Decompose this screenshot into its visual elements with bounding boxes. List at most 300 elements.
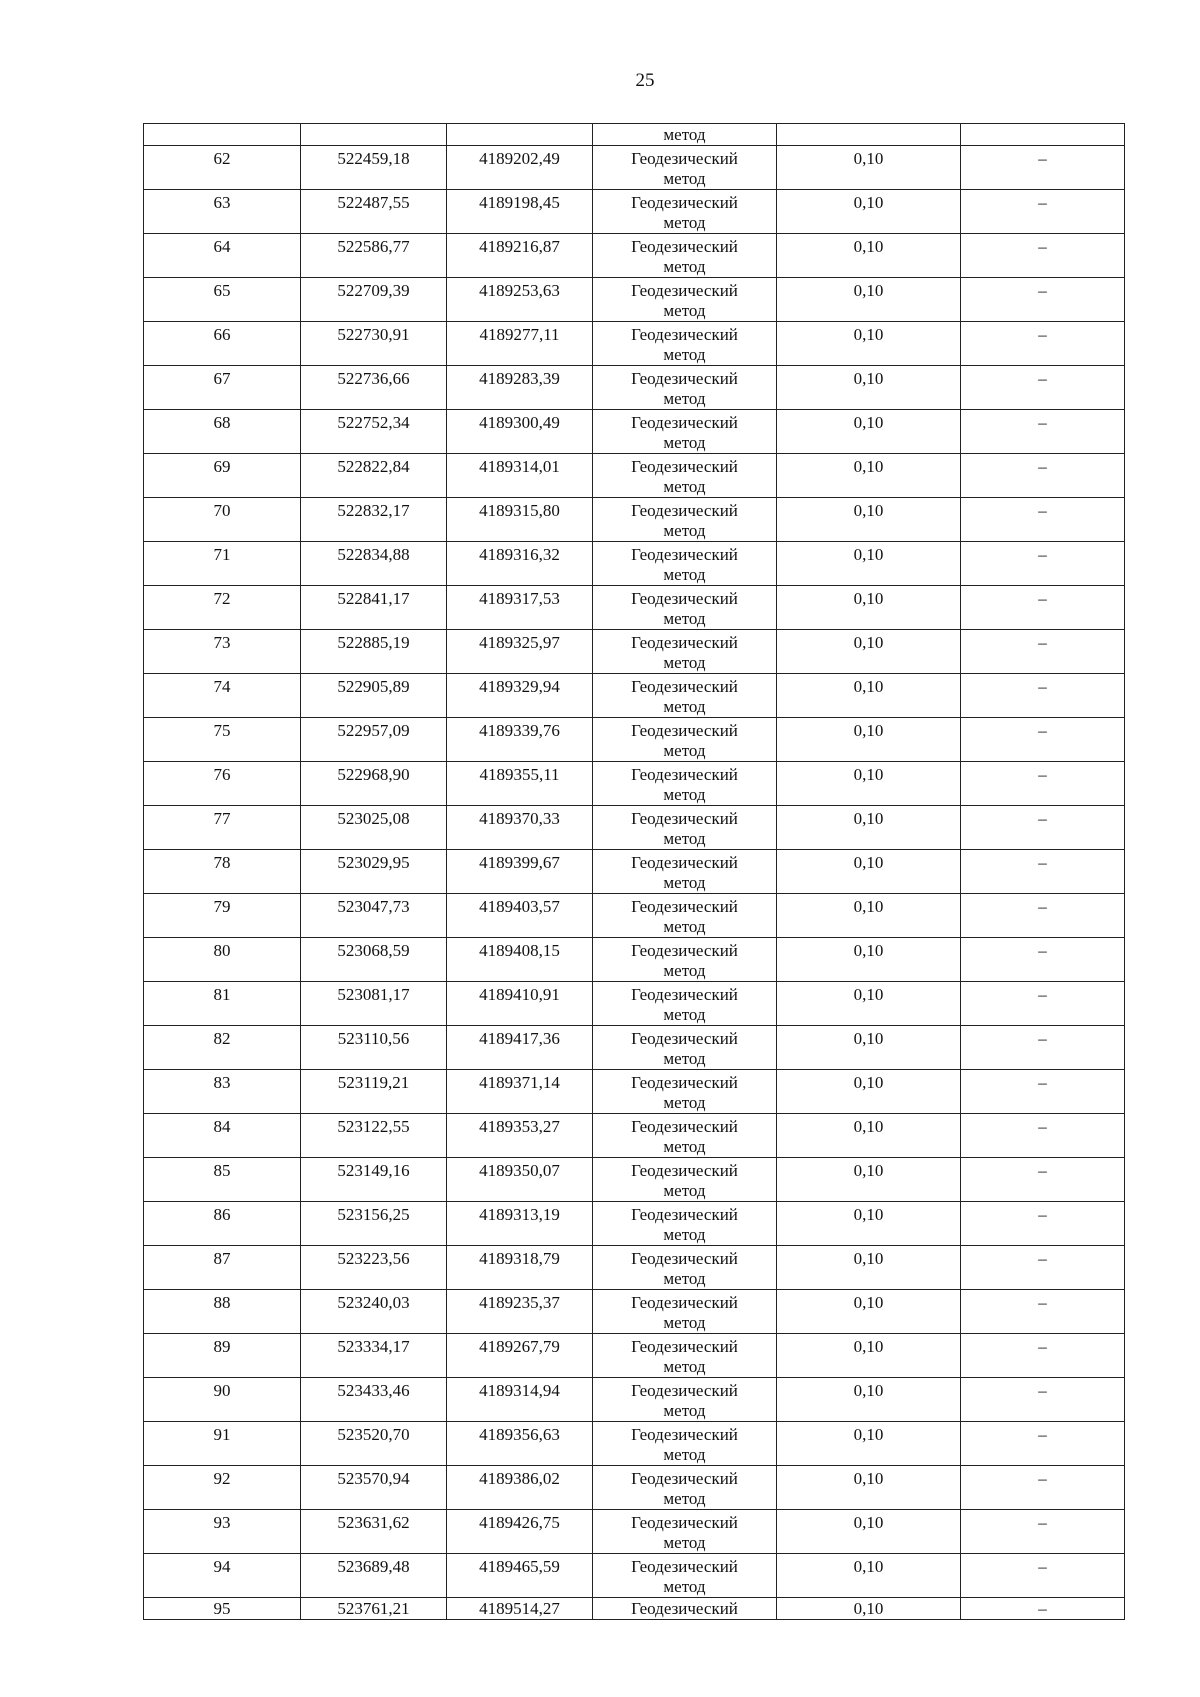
table-row (144, 366, 1125, 410)
method-label-cont: метод (663, 433, 706, 452)
cell-method (593, 542, 777, 586)
method-label: Геодезический (631, 1513, 738, 1532)
method-label-cont: метод (663, 697, 706, 716)
method-label: Геодезический (631, 545, 738, 564)
table-row (144, 586, 1125, 630)
cell-x: 523240,03 (301, 1290, 447, 1334)
cell-x: 523149,16 (301, 1158, 447, 1202)
cell-point-number: 85 (144, 1158, 301, 1202)
cell-note: – (961, 1598, 1125, 1620)
method-label: Геодезический (631, 897, 738, 916)
cell-note: – (961, 806, 1125, 850)
cell-method (593, 322, 777, 366)
method-label: Геодезический (631, 985, 738, 1004)
cell-note: – (961, 1378, 1125, 1422)
cell-accuracy: 0,10 (777, 190, 961, 234)
method-label: Геодезический (631, 721, 738, 740)
method-label: Геодезический (631, 1249, 738, 1268)
cell-point-number (144, 124, 301, 146)
cell-note: – (961, 1554, 1125, 1598)
cell-y (447, 124, 593, 146)
cell-x: 523025,08 (301, 806, 447, 850)
cell-method (593, 630, 777, 674)
cell-y: 4189235,37 (447, 1290, 593, 1334)
cell-method (593, 718, 777, 762)
cell-method (593, 498, 777, 542)
cell-point-number: 79 (144, 894, 301, 938)
cell-x: 522885,19 (301, 630, 447, 674)
cell-note: – (961, 410, 1125, 454)
cell-x: 523520,70 (301, 1422, 447, 1466)
cell-method: метод (593, 124, 777, 146)
cell-method (593, 146, 777, 190)
table-row (144, 894, 1125, 938)
cell-x: 523433,46 (301, 1378, 447, 1422)
cell-note: – (961, 586, 1125, 630)
cell-accuracy: 0,10 (777, 1334, 961, 1378)
cell-point-number: 67 (144, 366, 301, 410)
cell-accuracy: 0,10 (777, 1070, 961, 1114)
cell-accuracy: 0,10 (777, 630, 961, 674)
cell-method (593, 1378, 777, 1422)
cell-x: 522736,66 (301, 366, 447, 410)
method-label: Геодезический (631, 941, 738, 960)
cell-y: 4189408,15 (447, 938, 593, 982)
method-label-cont: метод (663, 917, 706, 936)
method-label-cont: метод (663, 741, 706, 760)
cell-note: – (961, 674, 1125, 718)
cell-accuracy (777, 124, 961, 146)
method-label-cont: метод (663, 477, 706, 496)
table-row (144, 1510, 1125, 1554)
method-label-cont: метод (663, 1093, 706, 1112)
cell-y: 4189317,53 (447, 586, 593, 630)
cell-accuracy: 0,10 (777, 850, 961, 894)
cell-x: 522841,17 (301, 586, 447, 630)
cell-point-number: 95 (144, 1598, 301, 1620)
table-row (144, 718, 1125, 762)
cell-y: 4189353,27 (447, 1114, 593, 1158)
cell-y: 4189316,32 (447, 542, 593, 586)
cell-method (593, 234, 777, 278)
table-row (144, 234, 1125, 278)
cell-point-number: 88 (144, 1290, 301, 1334)
continuation-row (144, 124, 1125, 146)
table-row (144, 1334, 1125, 1378)
cell-method (593, 1290, 777, 1334)
cell-method (593, 1510, 777, 1554)
table-row (144, 146, 1125, 190)
cell-y: 4189277,11 (447, 322, 593, 366)
cell-y: 4189315,80 (447, 498, 593, 542)
cell-note: – (961, 1422, 1125, 1466)
cell-point-number: 84 (144, 1114, 301, 1158)
cell-accuracy: 0,10 (777, 806, 961, 850)
cell-y: 4189325,97 (447, 630, 593, 674)
method-label: Геодезический (631, 1117, 738, 1136)
page-number: 25 (635, 70, 655, 91)
cell-note: – (961, 366, 1125, 410)
method-label-cont: метод (663, 1137, 706, 1156)
cell-y: 4189313,19 (447, 1202, 593, 1246)
method-label-cont: метод (663, 609, 706, 628)
method-label: Геодезический (631, 1029, 738, 1048)
cell-accuracy: 0,10 (777, 454, 961, 498)
method-label-cont: метод (663, 1577, 706, 1596)
cell-accuracy: 0,10 (777, 1290, 961, 1334)
method-label: Геодезический (631, 325, 738, 344)
table-row (144, 410, 1125, 454)
cell-point-number: 80 (144, 938, 301, 982)
method-label-cont: метод (663, 1489, 706, 1508)
cell-x: 522709,39 (301, 278, 447, 322)
cell-y: 4189356,63 (447, 1422, 593, 1466)
cell-y: 4189318,79 (447, 1246, 593, 1290)
cell-note: – (961, 542, 1125, 586)
cell-note: – (961, 322, 1125, 366)
cell-accuracy: 0,10 (777, 1510, 961, 1554)
method-label: Геодезический (631, 1293, 738, 1312)
cell-accuracy: 0,10 (777, 894, 961, 938)
cell-point-number: 66 (144, 322, 301, 366)
method-label-cont: метод (663, 213, 706, 232)
cell-method (593, 366, 777, 410)
cell-note: – (961, 630, 1125, 674)
method-label-cont: метод (663, 785, 706, 804)
table-row (144, 1114, 1125, 1158)
cell-y: 4189399,67 (447, 850, 593, 894)
cell-point-number: 69 (144, 454, 301, 498)
cell-point-number: 76 (144, 762, 301, 806)
table-row (144, 454, 1125, 498)
cell-accuracy: 0,10 (777, 762, 961, 806)
cell-accuracy: 0,10 (777, 498, 961, 542)
cell-note: – (961, 146, 1125, 190)
cell-y: 4189355,11 (447, 762, 593, 806)
cell-x: 523631,62 (301, 1510, 447, 1554)
cell-note: – (961, 498, 1125, 542)
cell-y: 4189329,94 (447, 674, 593, 718)
cell-point-number: 89 (144, 1334, 301, 1378)
cell-x: 522834,88 (301, 542, 447, 586)
cell-accuracy: 0,10 (777, 234, 961, 278)
cell-point-number: 64 (144, 234, 301, 278)
cell-y: 4189410,91 (447, 982, 593, 1026)
method-label: Геодезический (631, 589, 738, 608)
cell-point-number: 75 (144, 718, 301, 762)
cell-accuracy: 0,10 (777, 366, 961, 410)
table-row (144, 850, 1125, 894)
cell-y: 4189300,49 (447, 410, 593, 454)
cell-accuracy: 0,10 (777, 1026, 961, 1070)
method-label-cont: метод (663, 521, 706, 540)
cell-accuracy: 0,10 (777, 718, 961, 762)
cell-x: 522459,18 (301, 146, 447, 190)
table-row (144, 1378, 1125, 1422)
cell-method (593, 1422, 777, 1466)
cell-accuracy: 0,10 (777, 278, 961, 322)
cell-x: 522905,89 (301, 674, 447, 718)
cell-x: 523110,56 (301, 1026, 447, 1070)
cell-note: – (961, 190, 1125, 234)
method-label-cont: метод (663, 1445, 706, 1464)
cell-method: Геодезический (593, 1598, 777, 1620)
cell-point-number: 70 (144, 498, 301, 542)
cell-accuracy: 0,10 (777, 982, 961, 1026)
cell-point-number: 94 (144, 1554, 301, 1598)
table-row (144, 674, 1125, 718)
table-row (144, 278, 1125, 322)
cell-accuracy: 0,10 (777, 146, 961, 190)
cell-method (593, 850, 777, 894)
method-label-cont: метод (663, 1357, 706, 1376)
method-label: Геодезический (631, 765, 738, 784)
method-label: Геодезический (631, 1337, 738, 1356)
cell-point-number: 65 (144, 278, 301, 322)
method-label: Геодезический (631, 193, 738, 212)
cell-point-number: 62 (144, 146, 301, 190)
cell-method (593, 806, 777, 850)
table-row (144, 762, 1125, 806)
cell-note (961, 124, 1125, 146)
table-row (144, 1422, 1125, 1466)
table-row (144, 1466, 1125, 1510)
cell-point-number: 92 (144, 1466, 301, 1510)
cell-note: – (961, 278, 1125, 322)
coordinates-table (143, 123, 1125, 1620)
cell-accuracy: 0,10 (777, 938, 961, 982)
cell-accuracy: 0,10 (777, 1466, 961, 1510)
cell-y: 4189371,14 (447, 1070, 593, 1114)
cell-y: 4189202,49 (447, 146, 593, 190)
cell-method (593, 586, 777, 630)
cell-method (593, 190, 777, 234)
cell-method (593, 278, 777, 322)
cell-point-number: 87 (144, 1246, 301, 1290)
cell-point-number: 68 (144, 410, 301, 454)
cell-x: 523029,95 (301, 850, 447, 894)
cell-accuracy: 0,10 (777, 586, 961, 630)
cell-point-number: 73 (144, 630, 301, 674)
cell-note: – (961, 1290, 1125, 1334)
cell-method (593, 938, 777, 982)
cell-x: 523122,55 (301, 1114, 447, 1158)
cell-method (593, 1158, 777, 1202)
cell-method (593, 982, 777, 1026)
cell-accuracy: 0,10 (777, 674, 961, 718)
cell-x: 522752,34 (301, 410, 447, 454)
method-label-cont: метод (663, 653, 706, 672)
method-label: Геодезический (631, 1425, 738, 1444)
cell-x: 523156,25 (301, 1202, 447, 1246)
cell-note: – (961, 454, 1125, 498)
method-label-cont: метод (663, 1049, 706, 1068)
cell-method (593, 1554, 777, 1598)
table-row (144, 1070, 1125, 1114)
cell-note: – (961, 718, 1125, 762)
cell-y: 4189403,57 (447, 894, 593, 938)
cell-point-number: 77 (144, 806, 301, 850)
method-label-cont: метод (663, 301, 706, 320)
cell-x: 523068,59 (301, 938, 447, 982)
method-label-cont: метод (663, 1181, 706, 1200)
method-label: Геодезический (631, 501, 738, 520)
cell-method (593, 894, 777, 938)
table-row (144, 1554, 1125, 1598)
cell-note: – (961, 894, 1125, 938)
cell-method (593, 410, 777, 454)
coordinates-table-body (144, 124, 1125, 1620)
method-label-cont: метод (663, 345, 706, 364)
cell-x: 522487,55 (301, 190, 447, 234)
cell-accuracy: 0,10 (777, 1114, 961, 1158)
table-row (144, 1246, 1125, 1290)
method-label-cont: метод (663, 829, 706, 848)
method-label-cont: метод (663, 169, 706, 188)
cell-point-number: 91 (144, 1422, 301, 1466)
cell-method (593, 1466, 777, 1510)
cell-note: – (961, 1158, 1125, 1202)
method-label-cont: метод (663, 565, 706, 584)
cell-y: 4189198,45 (447, 190, 593, 234)
cell-y: 4189370,33 (447, 806, 593, 850)
cell-note: – (961, 762, 1125, 806)
cell-accuracy: 0,10 (777, 1554, 961, 1598)
cell-x: 523081,17 (301, 982, 447, 1026)
cell-point-number: 71 (144, 542, 301, 586)
method-label: Геодезический (631, 281, 738, 300)
method-label: Геодезический (631, 413, 738, 432)
cell-x: 522822,84 (301, 454, 447, 498)
cell-y: 4189283,39 (447, 366, 593, 410)
method-label-cont: метод (663, 257, 706, 276)
method-label-cont: метод (663, 1005, 706, 1024)
cell-x: 522968,90 (301, 762, 447, 806)
cell-method (593, 1334, 777, 1378)
method-label-cont: метод (663, 1269, 706, 1288)
table-row (144, 630, 1125, 674)
table-row (144, 1158, 1125, 1202)
method-label-cont: метод (663, 961, 706, 980)
cell-note: – (961, 234, 1125, 278)
cell-accuracy: 0,10 (777, 1598, 961, 1620)
cell-method (593, 1026, 777, 1070)
cell-note: – (961, 1070, 1125, 1114)
cell-point-number: 72 (144, 586, 301, 630)
table-row (144, 1598, 1125, 1620)
method-label: Геодезический (631, 677, 738, 696)
cell-x: 523689,48 (301, 1554, 447, 1598)
cell-x: 522957,09 (301, 718, 447, 762)
cell-accuracy: 0,10 (777, 1246, 961, 1290)
method-label: Геодезический (631, 633, 738, 652)
cell-y: 4189267,79 (447, 1334, 593, 1378)
table-row (144, 982, 1125, 1026)
method-label-cont: метод (663, 1225, 706, 1244)
method-label: Геодезический (631, 853, 738, 872)
cell-y: 4189386,02 (447, 1466, 593, 1510)
table-row (144, 938, 1125, 982)
cell-y: 4189339,76 (447, 718, 593, 762)
cell-note: – (961, 938, 1125, 982)
cell-x: 522586,77 (301, 234, 447, 278)
table-row (144, 1290, 1125, 1334)
cell-point-number: 78 (144, 850, 301, 894)
method-label: Геодезический (631, 369, 738, 388)
cell-point-number: 93 (144, 1510, 301, 1554)
method-label: Геодезический (631, 1381, 738, 1400)
cell-note: – (961, 1246, 1125, 1290)
cell-accuracy: 0,10 (777, 322, 961, 366)
cell-note: – (961, 1114, 1125, 1158)
cell-note: – (961, 1510, 1125, 1554)
cell-x: 523570,94 (301, 1466, 447, 1510)
cell-accuracy: 0,10 (777, 1422, 961, 1466)
table-row (144, 498, 1125, 542)
method-label: Геодезический (631, 809, 738, 828)
method-label: Геодезический (631, 149, 738, 168)
cell-point-number: 83 (144, 1070, 301, 1114)
table-row (144, 806, 1125, 850)
cell-method (593, 762, 777, 806)
cell-note: – (961, 1026, 1125, 1070)
cell-x: 523047,73 (301, 894, 447, 938)
cell-x: 522832,17 (301, 498, 447, 542)
table-row (144, 322, 1125, 366)
cell-x (301, 124, 447, 146)
cell-y: 4189465,59 (447, 1554, 593, 1598)
cell-accuracy: 0,10 (777, 1378, 961, 1422)
cell-note: – (961, 982, 1125, 1026)
cell-y: 4189253,63 (447, 278, 593, 322)
method-label: Геодезический (631, 237, 738, 256)
cell-x: 523119,21 (301, 1070, 447, 1114)
cell-point-number: 81 (144, 982, 301, 1026)
cell-note: – (961, 1202, 1125, 1246)
cell-point-number: 74 (144, 674, 301, 718)
cell-point-number: 63 (144, 190, 301, 234)
cell-method (593, 674, 777, 718)
cell-method (593, 1114, 777, 1158)
cell-note: – (961, 1466, 1125, 1510)
cell-method (593, 1246, 777, 1290)
method-label: Геодезический (631, 1073, 738, 1092)
method-label: Геодезический (631, 1161, 738, 1180)
method-label-cont: метод (663, 1401, 706, 1420)
cell-accuracy: 0,10 (777, 1202, 961, 1246)
cell-x: 523334,17 (301, 1334, 447, 1378)
cell-y: 4189350,07 (447, 1158, 593, 1202)
method-label: Геодезический (631, 1557, 738, 1576)
cell-y: 4189216,87 (447, 234, 593, 278)
method-label-cont: метод (663, 873, 706, 892)
cell-point-number: 82 (144, 1026, 301, 1070)
method-label: Геодезический (631, 457, 738, 476)
cell-accuracy: 0,10 (777, 410, 961, 454)
method-label-cont: метод (663, 1533, 706, 1552)
cell-note: – (961, 850, 1125, 894)
cell-point-number: 90 (144, 1378, 301, 1422)
cell-x: 522730,91 (301, 322, 447, 366)
cell-method (593, 1070, 777, 1114)
cell-note: – (961, 1334, 1125, 1378)
table-row (144, 542, 1125, 586)
cell-y: 4189314,01 (447, 454, 593, 498)
cell-y: 4189314,94 (447, 1378, 593, 1422)
cell-y: 4189417,36 (447, 1026, 593, 1070)
table-row (144, 1026, 1125, 1070)
cell-accuracy: 0,10 (777, 542, 961, 586)
